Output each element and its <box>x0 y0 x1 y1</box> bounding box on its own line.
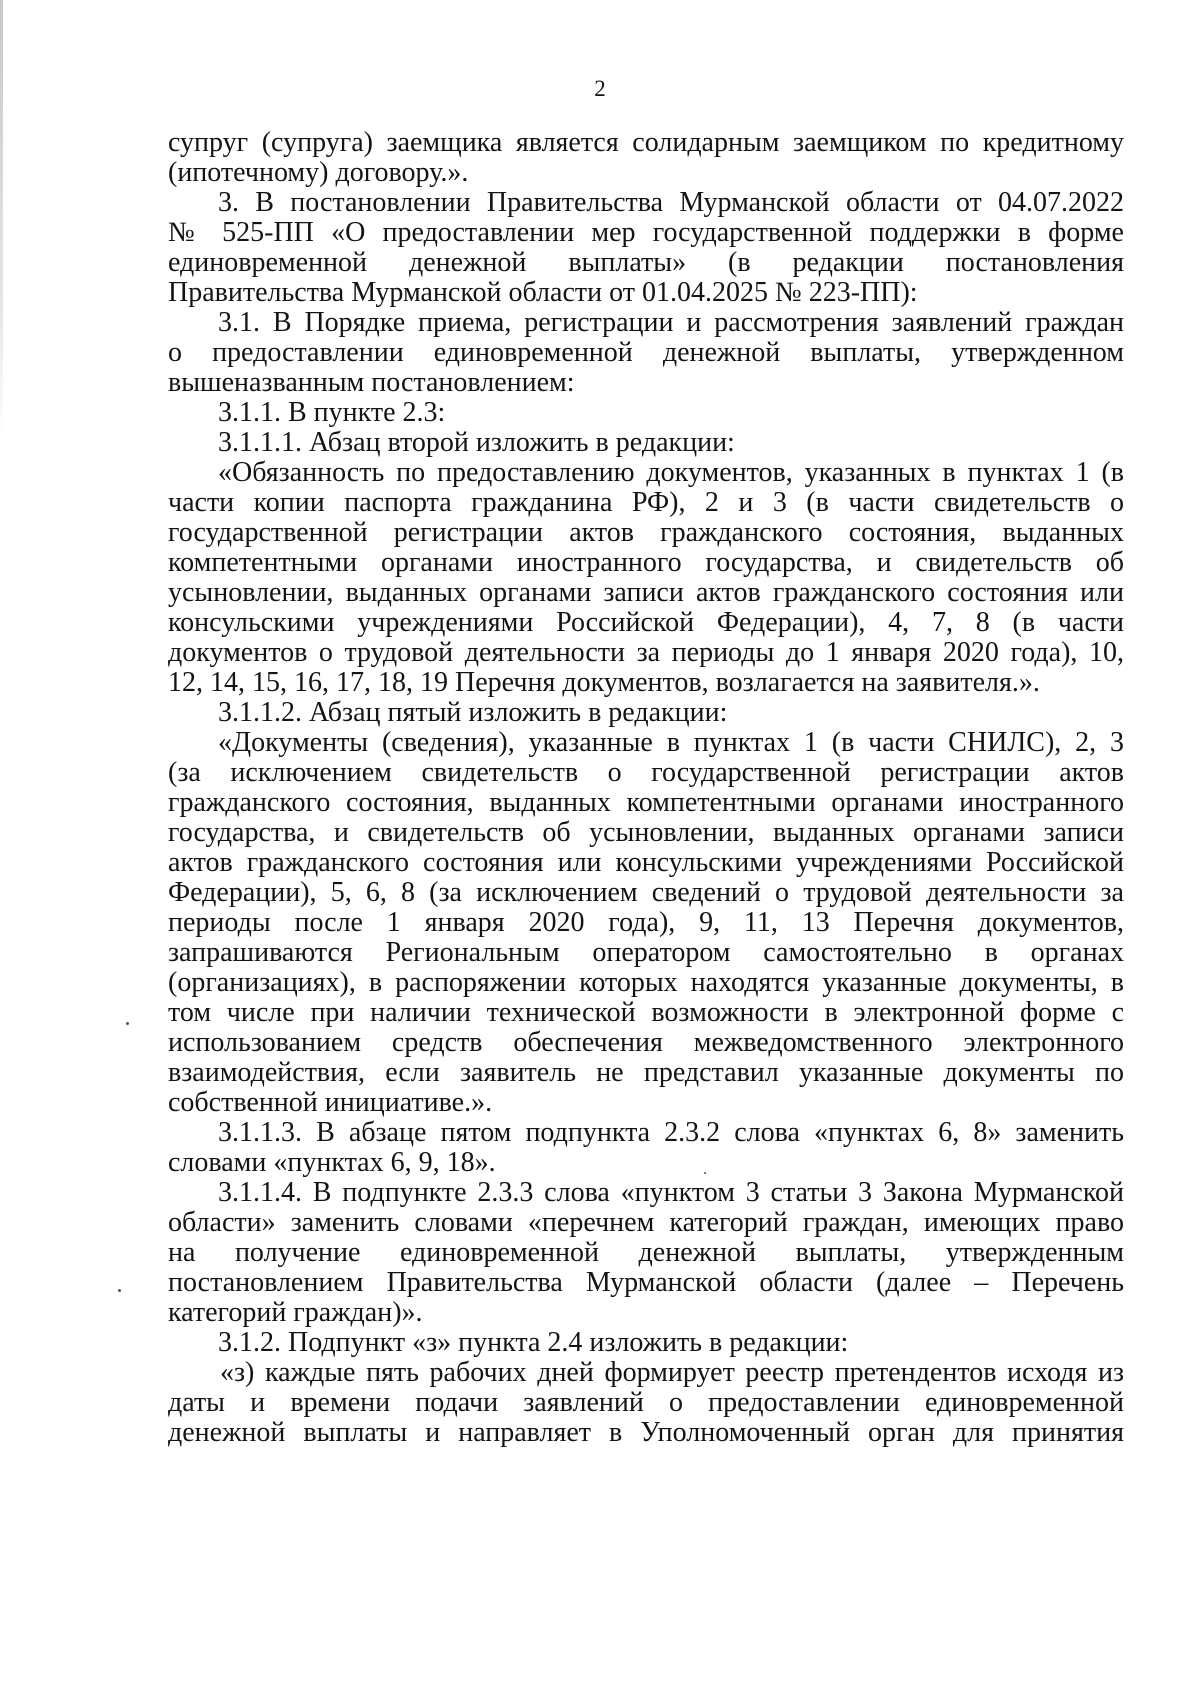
text-line: гражданского состояния, выданных компетентными органами иностранного <box>168 788 1124 818</box>
text-line: государственной регистрации актов гражданского состояния, выданных <box>168 518 1124 548</box>
quote-start: «Обязанность по предоставлению документов, указанных в пунктах 1 (в <box>218 458 1124 488</box>
text-line: актов гражданского состояния или консульскими учреждениями Российской <box>168 848 1124 878</box>
text-line: денежной выплаты и направляет в Уполномоченный орган для принятия <box>168 1418 1124 1448</box>
text-line: том числе при наличии технической возможности в электронной форме с <box>168 998 1124 1028</box>
paragraph-3-1-heading: 3.1. В Порядке приема, регистрации и рассмотрения заявлений граждан <box>218 308 1124 338</box>
text-line: даты и времени подачи заявлений о предоставлении единовременной <box>168 1388 1124 1418</box>
text-line: (организациях), в распоряжении которых находятся указанные документы, в <box>168 968 1124 998</box>
text-line: государства, и свидетельств об усыновлении, выданных органами записи <box>168 818 1124 848</box>
text-line: взаимодействия, если заявитель не представил указанные документы по <box>168 1058 1124 1088</box>
text-line: словами «пунктах 6, 9, 18». <box>168 1148 496 1178</box>
paragraph-3-1-1-3-heading: 3.1.1.3. В абзаце пятом подпункта 2.3.2 слова «пунктах 6, 8» заменить <box>218 1118 1124 1148</box>
text-line: части копии паспорта гражданина РФ), 2 и 3 (в части свидетельств о <box>168 488 1124 518</box>
paragraph-3-1-2-heading: 3.1.2. Подпункт «з» пункта 2.4 изложить в редакции: <box>218 1328 849 1358</box>
paragraph-3-heading: 3. В постановлении Правительства Мурманской области от 04.07.2022 <box>218 188 1124 218</box>
text-line: о предоставлении единовременной денежной выплаты, утвержденном <box>168 338 1124 368</box>
text-line: консульскими учреждениями Российской Федерации), 4, 7, 8 (в части <box>168 608 1124 638</box>
paragraph-3-1-1-2-heading: 3.1.1.2. Абзац пятый изложить в редакции: <box>218 698 728 728</box>
paragraph-3-1-1-4-heading: 3.1.1.4. В подпункте 2.3.3 слова «пунктом 3 статьи 3 Закона Мурманской <box>218 1178 1124 1208</box>
quote-start: «Документы (сведения), указанные в пунктах 1 (в части СНИЛС), 2, 3 <box>218 728 1124 758</box>
text-line: компетентными органами иностранного государства, и свидетельств об <box>168 548 1124 578</box>
text-line: (ипотечному) договору.». <box>168 158 469 188</box>
text-line: области» заменить словами «перечнем категорий граждан, имеющих право <box>168 1208 1124 1238</box>
text-line: периоды после 1 января 2020 года), 9, 11, 13 Перечня документов, <box>168 908 1124 938</box>
paragraph-3-1-1-1-heading: 3.1.1.1. Абзац второй изложить в редакции: <box>218 428 735 458</box>
text-line: единовременной денежной выплаты» (в редакции постановления <box>168 248 1124 278</box>
scan-edge-shadow <box>0 0 3 440</box>
text-line: документов о трудовой деятельности за периоды до 1 января 2020 года), 10, <box>168 638 1124 668</box>
text-line: супруг (супруга) заемщика является солидарным заемщиком по кредитному <box>168 128 1124 158</box>
text-line: категорий граждан)». <box>168 1298 423 1328</box>
text-line: вышеназванным постановлением: <box>168 368 575 398</box>
text-line: запрашиваются Региональным оператором самостоятельно в органах <box>168 938 1124 968</box>
page-number: 2 <box>594 76 606 101</box>
text-line: Правительства Мурманской области от 01.04.2025 № 223-ПП): <box>168 278 918 308</box>
text-line: на получение единовременной денежной выплаты, утвержденным <box>168 1238 1124 1268</box>
text-line: усыновлении, выданных органами записи актов гражданского состояния или <box>168 578 1124 608</box>
scan-speck <box>118 1289 121 1292</box>
scan-speck <box>704 1172 706 1174</box>
text-line: использованием средств обеспечения межведомственного электронного <box>168 1028 1124 1058</box>
text-line: (за исключением свидетельств о государственной регистрации актов <box>168 758 1124 788</box>
text-line: собственной инициативе.». <box>168 1088 493 1118</box>
document-body <box>168 128 1124 1448</box>
paragraph-3-1-1-heading: 3.1.1. В пункте 2.3: <box>218 398 446 428</box>
text-line: № 525-ПП «О предоставлении мер государственной поддержки в форме <box>168 218 1124 248</box>
quote-start: «з) каждые пять рабочих дней формирует реестр претендентов исходя из <box>220 1358 1124 1388</box>
text-line: 12, 14, 15, 16, 17, 18, 19 Перечня документов, возлагается на заявителя.». <box>168 668 1040 698</box>
text-line: Федерации), 5, 6, 8 (за исключением сведений о трудовой деятельности за <box>168 878 1124 908</box>
text-line: постановлением Правительства Мурманской области (далее – Перечень <box>168 1268 1124 1298</box>
scan-speck <box>126 1022 129 1025</box>
